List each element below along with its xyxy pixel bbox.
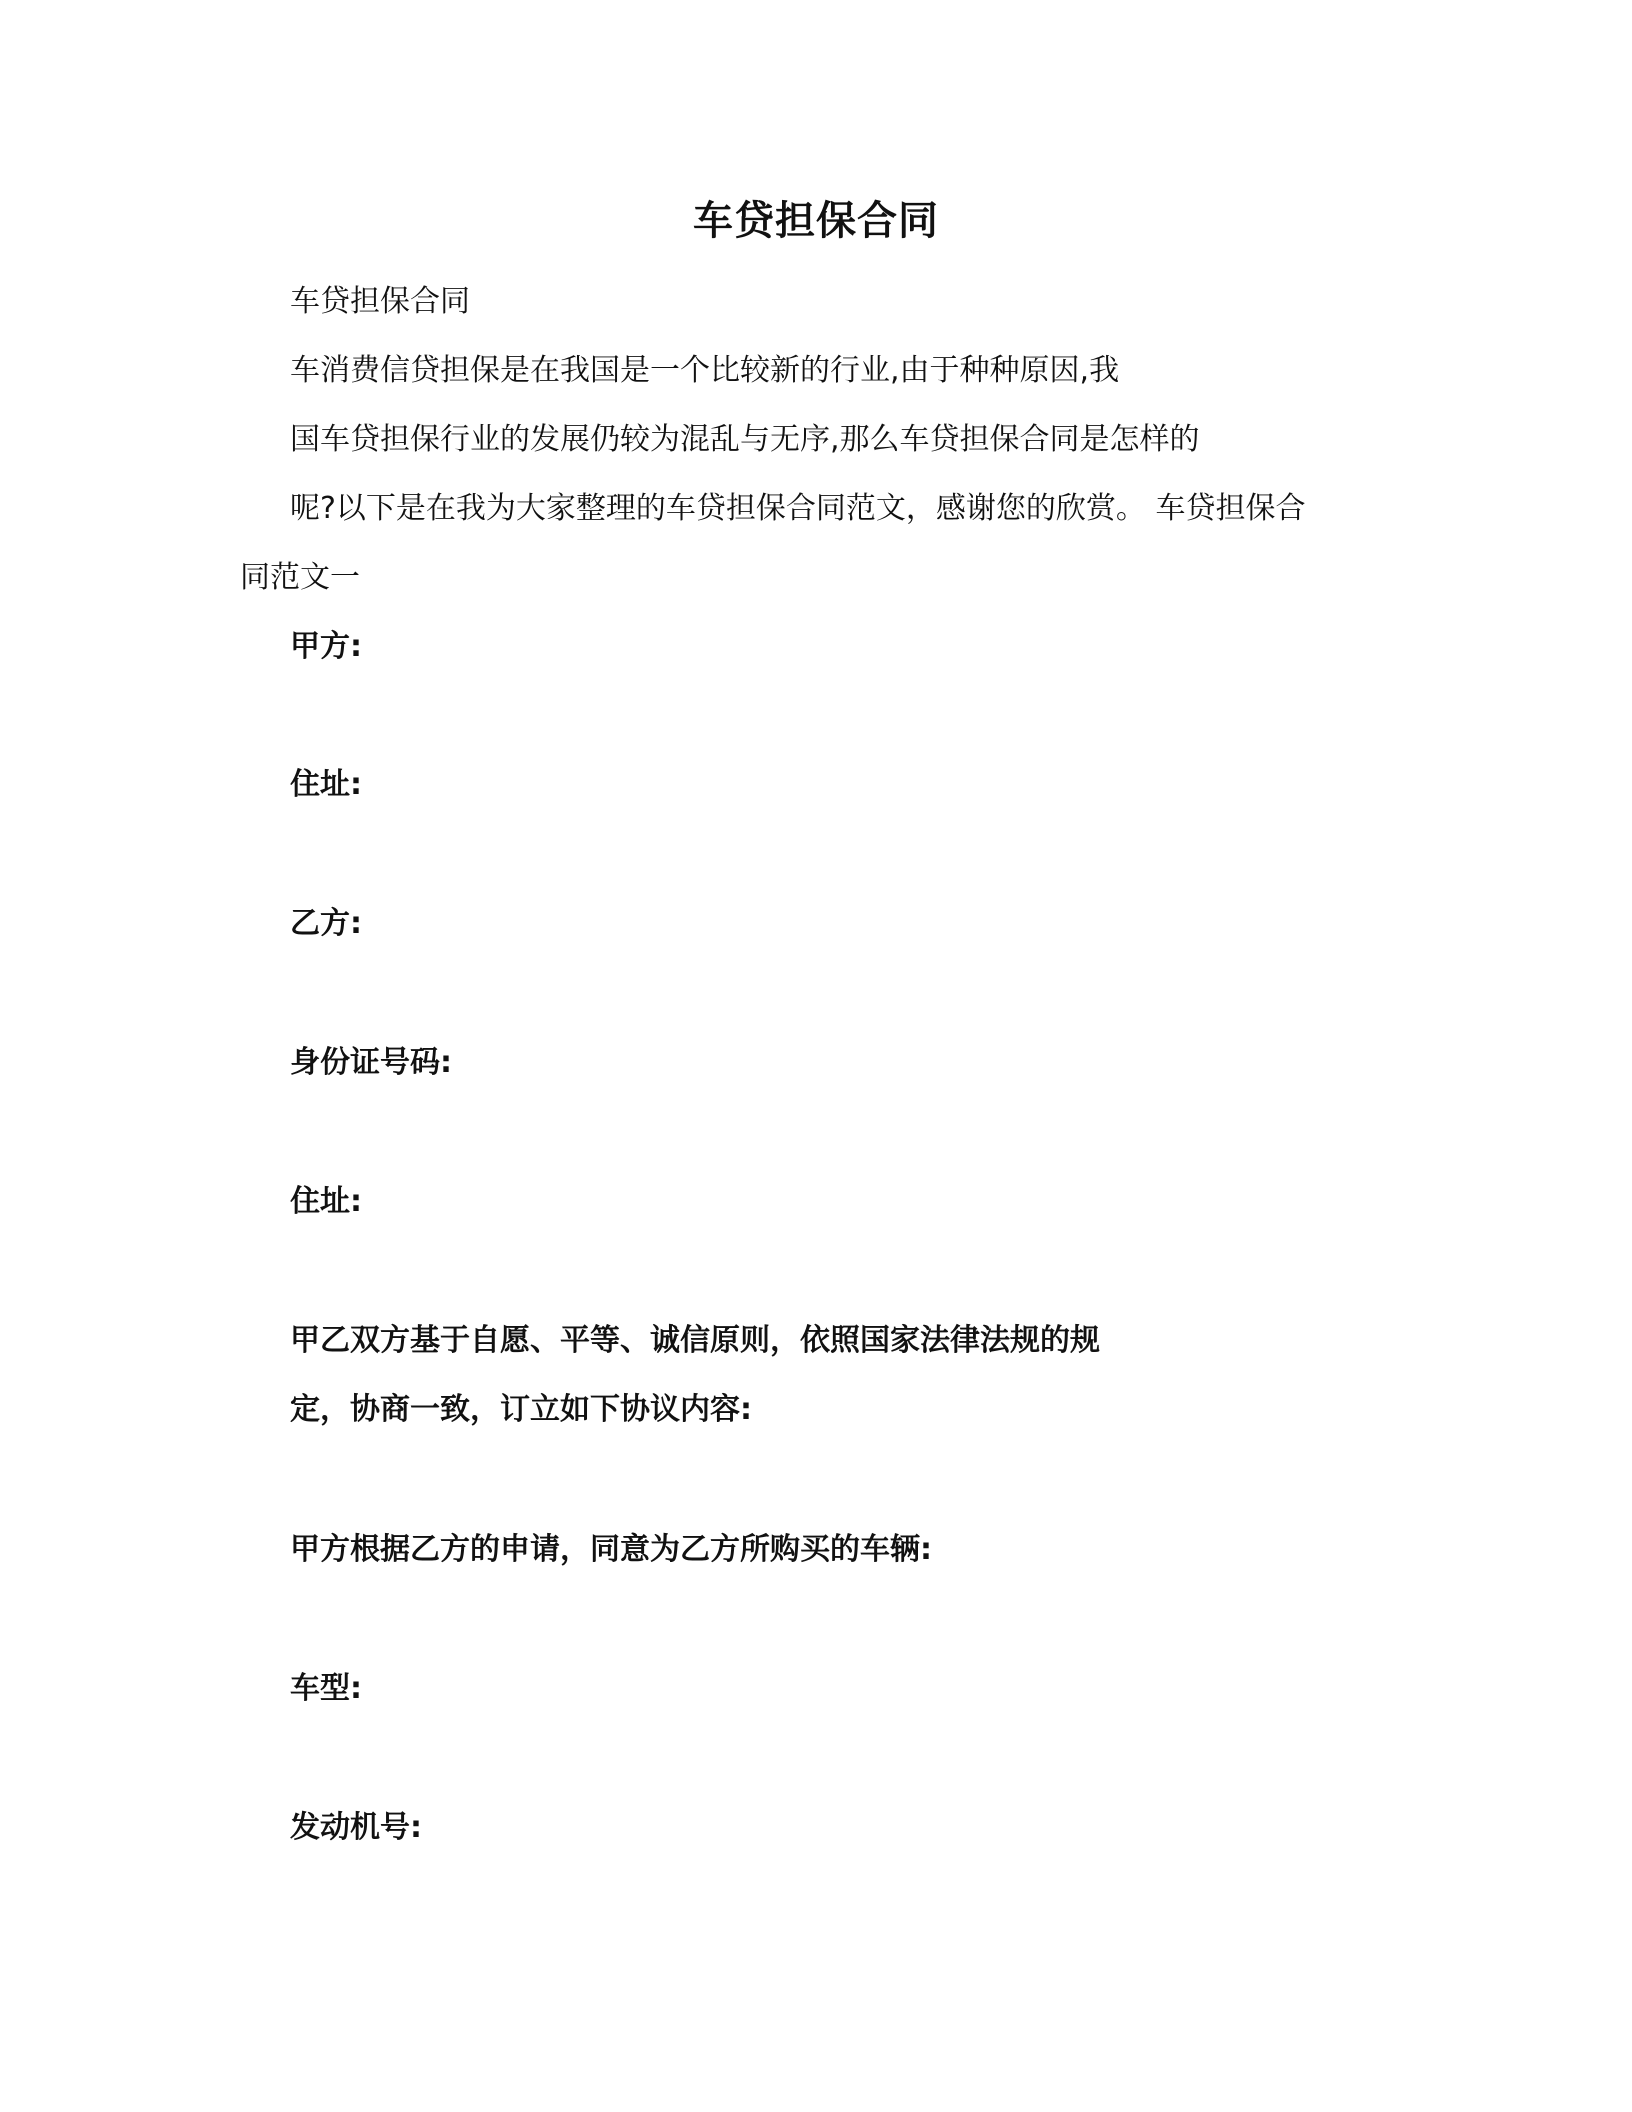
party-b-id-label: 身份证号码:	[290, 1045, 452, 1080]
agreement-line-2: 定，协商一致，订立如下协议内容:	[290, 1392, 752, 1427]
intro-line-5: 同范文一	[240, 560, 360, 595]
intro-line-1: 车贷担保合同	[290, 284, 470, 319]
intro-line-2: 车消费信贷担保是在我国是一个比较新的行业,由于种种原因,我	[290, 353, 1120, 388]
vehicle-model-label: 车型:	[290, 1671, 362, 1706]
intro-line-3: 国车贷担保行业的发展仍较为混乱与无序,那么车贷担保合同是怎样的	[290, 422, 1200, 457]
engine-number-label: 发动机号:	[290, 1810, 422, 1845]
clause-text: 甲方根据乙方的申请，同意为乙方所购买的车辆:	[290, 1532, 932, 1567]
party-a-label: 甲方:	[290, 629, 362, 664]
document-title: 车贷担保合同	[693, 198, 939, 244]
intro-line-4: 呢?以下是在我为大家整理的车贷担保合同范文，感谢您的欣赏。 车贷担保合	[290, 491, 1306, 526]
agreement-line-1: 甲乙双方基于自愿、平等、诚信原则，依照国家法律法规的规	[290, 1323, 1100, 1358]
party-a-address-label: 住址:	[290, 767, 362, 802]
party-b-address-label: 住址:	[290, 1184, 362, 1219]
party-b-label: 乙方:	[290, 906, 362, 941]
